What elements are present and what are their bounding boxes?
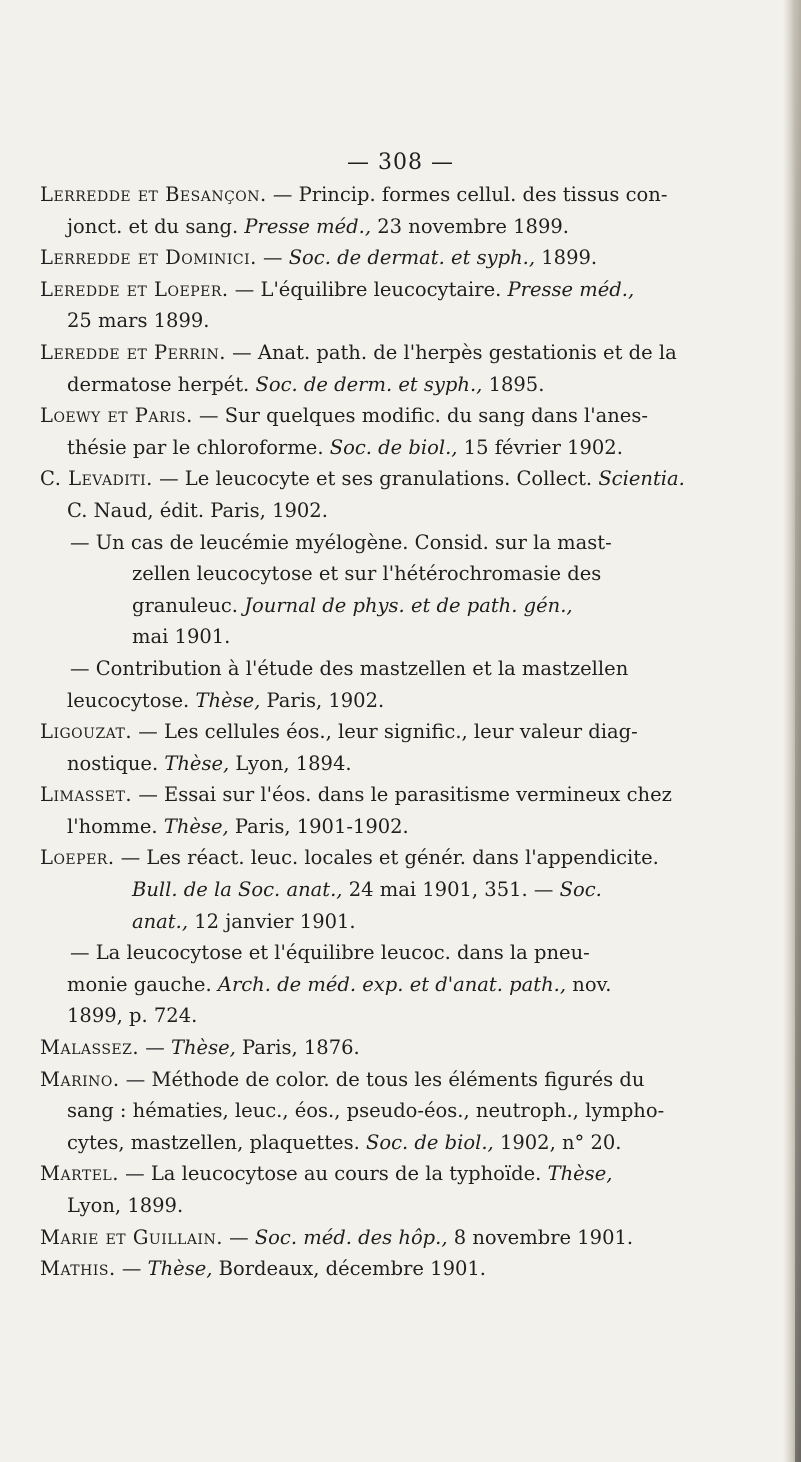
- entry-journal: Presse méd.,: [244, 214, 372, 238]
- entry-journal: Thèse,: [195, 688, 261, 712]
- page-number: — 308 —: [347, 150, 454, 175]
- bibliography-entry: Lerredde et Besançon. — Princip. formes cellul. des tissus con- jonct. et du sang. Presse méd., 23 novembre 1899.: [40, 183, 668, 238]
- bibliography-entry: — Un cas de leucémie myélogène. Consid. sur la mast- zellen leucocytose et sur l'hétérochromasie des granuleuc. Journal de phys. et de path. gén., mai 1901.: [70, 530, 612, 649]
- bibliography-entry: Loewy et Paris. — Sur quelques modific. du sang dans l'anes- thésie par le chloroforme. Soc. de biol., 15 février 1902.: [40, 404, 648, 459]
- bibliography-entry: C. Levaditi. — Le leucocyte et ses granulations. Collect. Scientia. C. Naud, édit. Paris, 1902.: [40, 467, 685, 522]
- bibliography-entry: Lerredde et Dominici. — Soc. de dermat. et syph., 1899.: [40, 246, 598, 270]
- entry-author: Lerredde et Besançon.: [40, 183, 267, 206]
- entry-author: Loewy et Paris.: [40, 404, 193, 428]
- entry-author: Marino.: [40, 1067, 120, 1091]
- entry-journal: Soc. de dermat. et syph.,: [288, 246, 536, 270]
- entry-author: Limasset.: [40, 783, 133, 807]
- entry-journal: Soc. de biol.,: [329, 435, 458, 459]
- bibliography-entry: Limasset. — Essai sur l'éos. dans le parasitisme vermineux chez l'homme. Thèse, Paris, 1901-1902.: [40, 783, 672, 838]
- entry-journal: Soc.: [559, 878, 602, 902]
- entry-author: Lerredde et Dominici.: [40, 246, 257, 270]
- bibliography-entry: Mathis. — Thèse, Bordeaux, décembre 1901.: [40, 1257, 486, 1281]
- bibliography-entry: — La leucocytose et l'équilibre leucoc. dans la pneu- monie gauche. Arch. de méd. exp. et d'anat. path., nov. 1899, p. 724.: [67, 941, 612, 1028]
- entry-journal: Arch. de méd. exp. et d'anat. path.,: [217, 972, 567, 996]
- entry-journal: Scientia.: [598, 467, 685, 491]
- bibliography-entry: Leredde et Loeper. — L'équilibre leucocytaire. Presse méd., 25 mars 1899.: [40, 277, 635, 333]
- entry-journal: Bull. de la Soc. anat.,: [132, 878, 343, 902]
- entry-author: Leredde et Loeper.: [40, 277, 229, 301]
- bibliography-entry: Marino. — Méthode de color. de tous les éléments figurés du sang : hématies, leuc., éos., pseudo-éos., neutroph., lympho- cytes, mastzellen, plaquettes. Soc. de biol., 1902, n° 20.: [40, 1067, 665, 1154]
- entry-journal: Soc. méd. des hôp.,: [254, 1225, 448, 1249]
- bibliography-entry: Martel. — La leucocytose au cours de la typhoïde. Thèse, Lyon, 1899.: [40, 1162, 613, 1217]
- bibliography-entry: Malassez. — Thèse, Paris, 1876.: [40, 1036, 360, 1060]
- entry-journal: Soc. de biol.,: [366, 1130, 494, 1154]
- entry-journal: Thèse,: [147, 1257, 213, 1281]
- bibliography-entry: Ligouzat. — Les cellules éos., leur signific., leur valeur diag- nostique. Thèse, Lyon, 1894.: [40, 720, 638, 775]
- entry-journal: Thèse,: [547, 1162, 613, 1186]
- entry-journal: Thèse,: [163, 814, 229, 838]
- entry-journal: Presse méd.,: [507, 277, 635, 301]
- entry-author: Mathis.: [40, 1257, 116, 1281]
- bibliography-entry: — Contribution à l'étude des mastzellen et la mastzellen leucocytose. Thèse, Paris, 1902.: [67, 656, 629, 712]
- bibliography-entry: Loeper. — Les réact. leuc. locales et génér. dans l'appendicite. Bull. de la Soc. anat., 24 mai 1901, 351. — Soc. anat., 12 janvier 1901.: [40, 846, 659, 933]
- bibliography-entry: Marie et Guillain. — Soc. méd. des hôp., 8 novembre 1901.: [40, 1225, 634, 1249]
- entry-author: Ligouzat.: [40, 720, 133, 744]
- entry-author: Martel.: [40, 1162, 119, 1186]
- entry-journal: anat.,: [132, 909, 189, 933]
- bibliography-entry: Leredde et Perrin. — Anat. path. de l'herpès gestationis et de la dermatose herpét. Soc. de derm. et syph., 1895.: [40, 340, 677, 396]
- entry-author: C. Levaditi.: [40, 467, 153, 491]
- entry-author: Loeper.: [40, 846, 115, 870]
- entry-author: Leredde et Perrin.: [40, 340, 226, 364]
- entry-journal: Journal de phys. et de path. gén.,: [244, 593, 573, 617]
- entry-journal: Soc. de derm. et syph.,: [255, 372, 483, 396]
- entry-author: Marie et Guillain.: [40, 1225, 223, 1249]
- page-edge-dark: [795, 0, 801, 1462]
- entry-journal: Thèse,: [170, 1036, 236, 1060]
- bibliography-list: [40, 179, 770, 1285]
- entry-journal: Thèse,: [164, 751, 230, 775]
- entry-author: Malassez.: [40, 1036, 140, 1060]
